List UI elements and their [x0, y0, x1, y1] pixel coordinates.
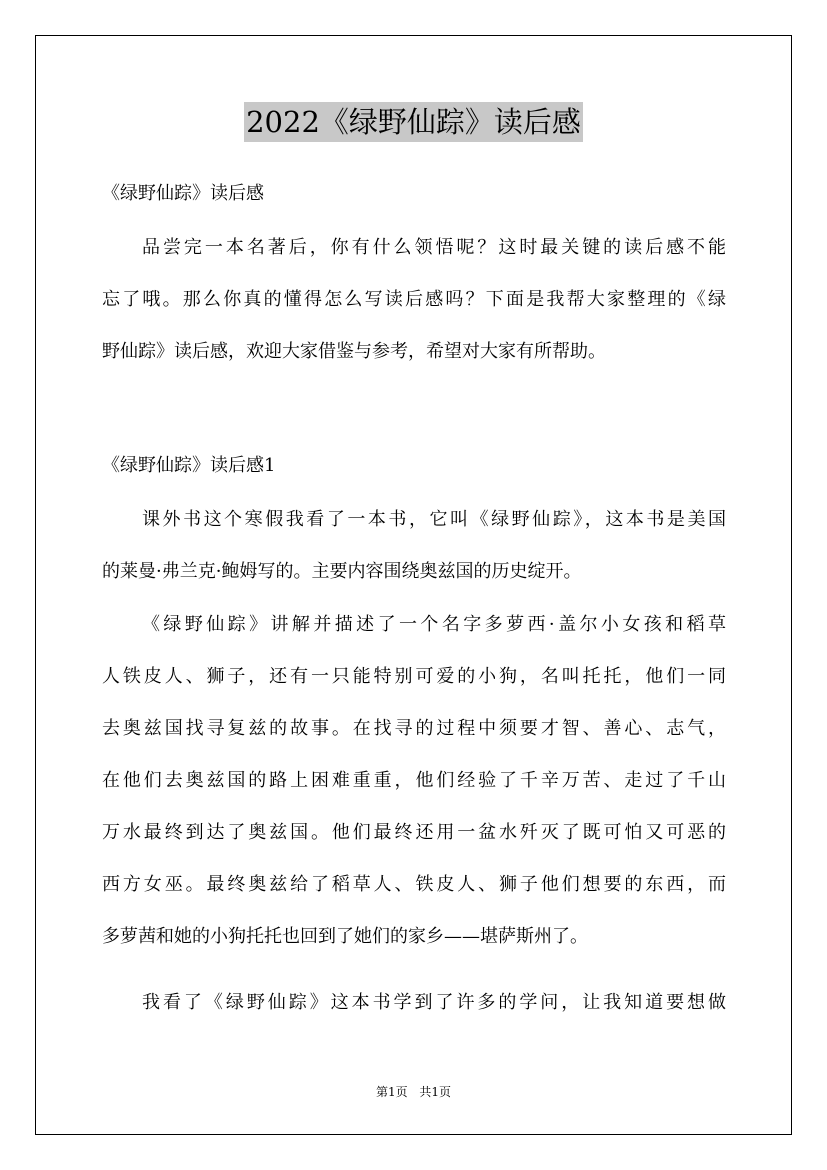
body-line: 多萝茜和她的小狗托托也回到了她们的家乡——堪萨斯州了。	[102, 926, 588, 947]
body-line: 人铁皮人、狮子，还有一只能特别可爱的小狗，名叫托托，他们一同	[102, 666, 726, 687]
body-line: 我看了《绿野仙踪》这本书学到了许多的学问，让我知道要想做	[142, 992, 726, 1013]
intro-line: 品尝完一本名著后，你有什么领悟呢？这时最关键的读后感不能	[142, 237, 726, 258]
page-footer	[0, 1084, 827, 1100]
section-heading-1: 《绿野仙踪》读后感1	[102, 455, 276, 476]
body-paragraph-3	[102, 977, 726, 1029]
body-line: 万水最终到达了奥兹国。他们最终还用一盆水歼灭了既可怕又可恶的	[102, 822, 726, 843]
intro-line: 野仙踪》读后感，欢迎大家借鉴与参考，希望对大家有所帮助。	[102, 341, 606, 362]
intro-paragraph	[102, 222, 726, 378]
body-paragraph-1	[102, 494, 726, 598]
page-number: 第1页	[375, 1085, 408, 1099]
body-line: 《绿野仙踪》讲解并描述了一个名字多萝西·盖尔小女孩和稻草	[142, 614, 726, 635]
intro-line: 忘了哦。那么你真的懂得怎么写读后感吗？下面是我帮大家整理的《绿	[102, 289, 726, 310]
body-line: 课外书这个寒假我看了一本书，它叫《绿野仙踪》，这本书是美国	[142, 509, 726, 530]
body-line: 去奥兹国找寻复兹的故事。在找寻的过程中须要才智、善心、志气，	[102, 718, 726, 739]
section-heading: 《绿野仙踪》读后感	[102, 183, 264, 204]
body-line: 的莱曼·弗兰克·鲍姆写的。主要内容围绕奥兹国的历史绽开。	[102, 561, 582, 582]
document-title: 2022《绿野仙踪》读后感	[244, 102, 583, 142]
title-container	[0, 102, 827, 142]
body-line: 西方女巫。最终奥兹给了稻草人、铁皮人、狮子他们想要的东西，而	[102, 874, 726, 895]
body-line: 在他们去奥兹国的路上困难重重，他们经验了千辛万苦、走过了千山	[102, 770, 726, 791]
body-paragraph-2	[102, 599, 726, 963]
page-total: 共1页	[419, 1085, 452, 1099]
